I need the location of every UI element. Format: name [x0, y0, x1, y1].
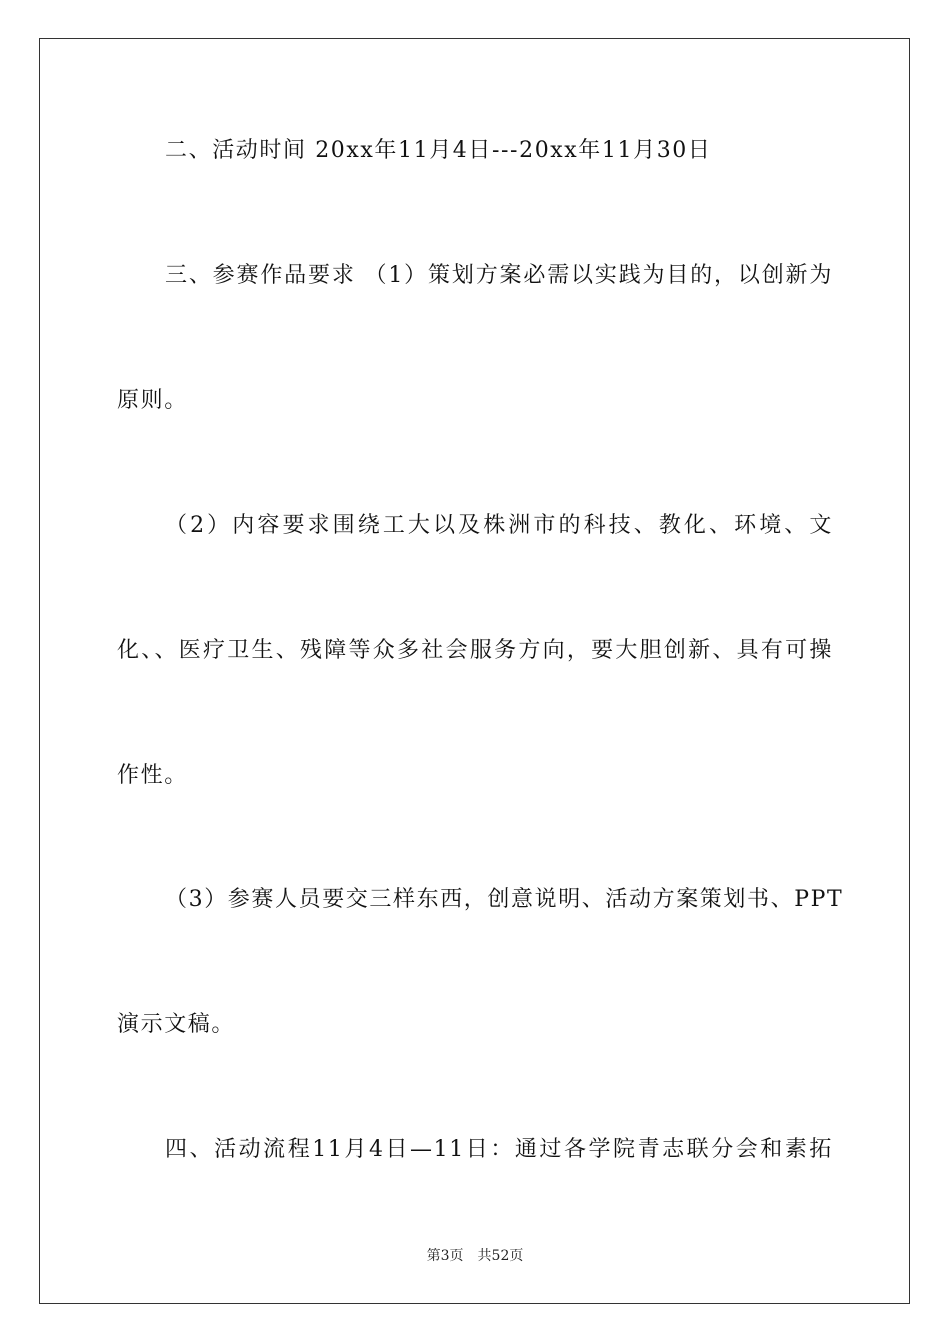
text-line-activity-time: 二、活动时间 20xx年11月4日---20xx年11月30日: [165, 138, 712, 163]
page-number: 第3页: [426, 1248, 464, 1264]
text-line-content-requirement: （2）内容要求围绕工大以及株洲市的科技、教化、环境、文: [165, 513, 833, 538]
text-line-principle: 原则。: [117, 388, 188, 413]
text-line-submission-items: （3）参赛人员要交三样东西，创意说明、活动方案策划书、PPT: [165, 887, 844, 912]
text-line-presentation: 演示文稿。: [117, 1012, 236, 1037]
text-line-operability: 作性。: [117, 763, 188, 788]
page-border: [39, 38, 910, 1304]
page-footer: [0, 1246, 950, 1266]
text-line-service-directions: 化、、医疗卫生、残障等众多社会服务方向，要大胆创新、具有可操: [117, 638, 833, 663]
text-line-activity-process: 四、活动流程11月4日—11日：通过各学院青志联分会和素拓: [165, 1137, 833, 1162]
page-total: 共52页: [477, 1248, 524, 1264]
text-line-requirements: 三、参赛作品要求 （1）策划方案必需以实践为目的，以创新为: [165, 263, 833, 288]
